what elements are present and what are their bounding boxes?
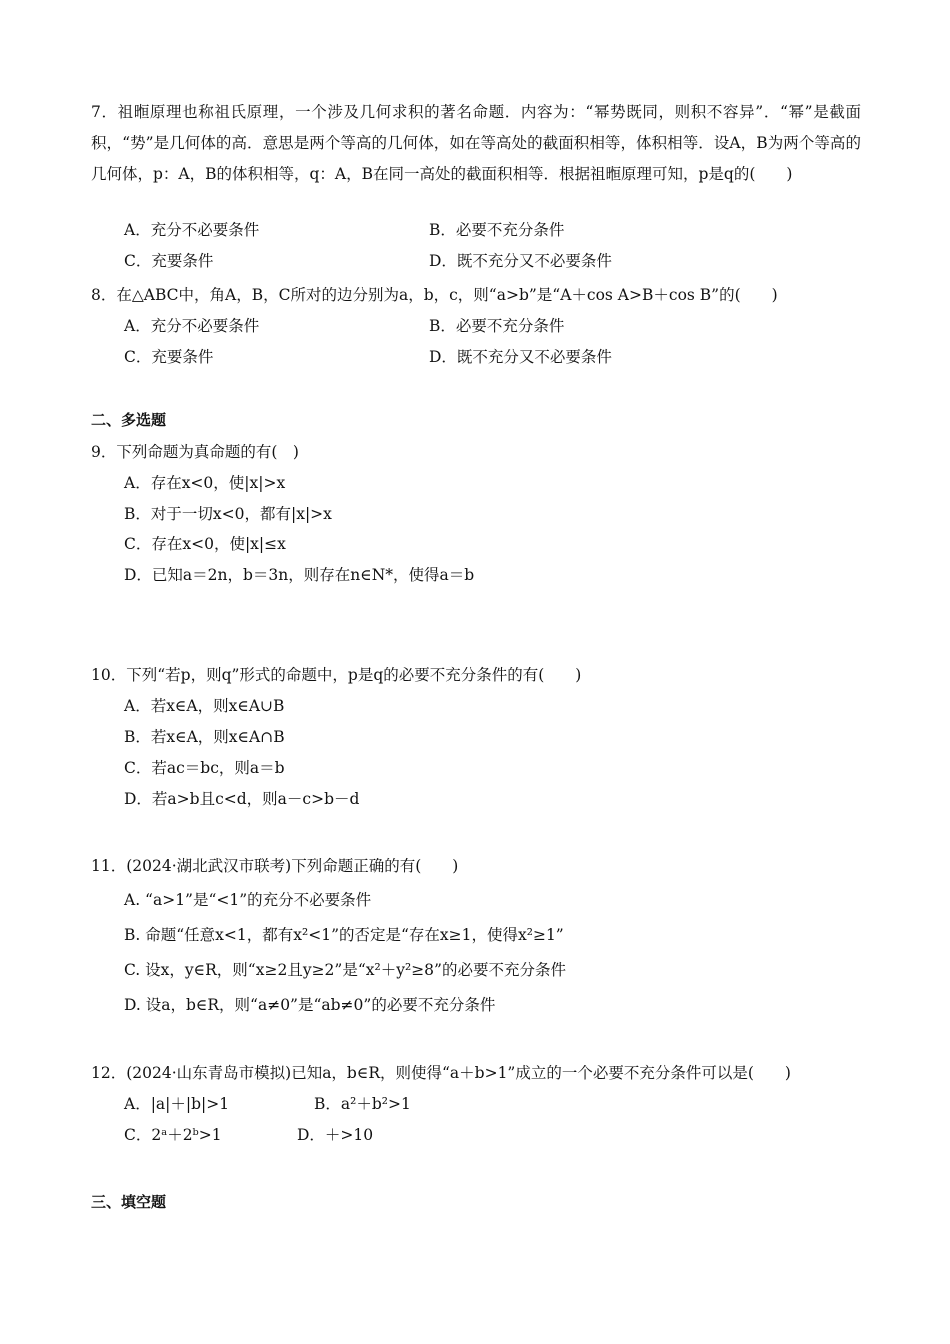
question-8-text: 8．在△ABC中，角A，B，C所对的边分别为a，b，c，则“a>b”是“A＋cos A>B＋cos B”的( )	[91, 286, 778, 304]
question-12-option-b: B．a²＋b²>1	[314, 1095, 411, 1113]
question-11-option-d: D. 设a，b∈R，则“a≠0”是“ab≠0”的必要不充分条件	[124, 996, 496, 1014]
question-10-option-a: A．若x∈A，则x∈A∪B	[124, 697, 285, 715]
question-10-option-d: D．若a>b且c<d，则a－c>b－d	[124, 790, 360, 808]
question-10-text: 10．下列“若p，则q”形式的命题中，p是q的必要不充分条件的有( )	[91, 666, 582, 684]
section-heading-fill-in-blank: 三、填空题	[91, 1193, 167, 1211]
question-12-option-c: C．2ᵃ＋2ᵇ>1	[124, 1126, 222, 1144]
question-11-option-a: A. “a>1”是“<1”的充分不必要条件	[124, 891, 372, 909]
question-7-option-c: C．充要条件	[124, 252, 214, 270]
question-10-option-b: B．若x∈A，则x∈A∩B	[124, 728, 285, 746]
question-12-option-a: A．|a|＋|b|>1	[124, 1095, 230, 1113]
question-11-option-b: B. 命题“任意x<1，都有x²<1”的否定是“存在x≥1，使得x²≥1”	[124, 926, 564, 944]
question-9-option-b: B．对于一切x<0，都有|x|>x	[124, 505, 332, 523]
question-8-option-b: B．必要不充分条件	[429, 317, 565, 335]
question-11-text: 11．(2024·湖北武汉市联考)下列命题正确的有( )	[91, 857, 459, 875]
question-8-option-a: A．充分不必要条件	[124, 317, 260, 335]
question-7-text: 7．祖暅原理也称祖氏原理，一个涉及几何求积的著名命题．内容为：“幂势既同，则积不容异”．“幂”是截面积，“势”是几何体的高．意思是两个等高的几何体，如在等高处的截面积相等，体积相等．设A，B为两个等高的几何体，p：A，B的体积相等，q：A，B在同一高处的截面积相等．根据祖暅原理可知，p是q的( )	[91, 103, 861, 183]
question-12-text: 12．(2024·山东青岛市模拟)已知a，b∈R，则使得“a＋b>1”成立的一个必要不充分条件可以是( )	[91, 1064, 791, 1082]
question-10-option-c: C．若ac＝bc，则a＝b	[124, 759, 285, 777]
question-7-option-b: B．必要不充分条件	[429, 221, 565, 239]
question-8-option-d: D．既不充分又不必要条件	[429, 348, 612, 366]
question-12-option-d: D．＋>10	[297, 1126, 374, 1144]
question-8-option-c: C．充要条件	[124, 348, 214, 366]
question-11-option-c: C. 设x，y∈R，则“x≥2且y≥2”是“x²＋y²≥8”的必要不充分条件	[124, 961, 566, 979]
question-7-option-a: A．充分不必要条件	[124, 221, 260, 239]
question-9-text: 9．下列命题为真命题的有( )	[91, 443, 299, 461]
question-9-option-d: D．已知a＝2n，b＝3n，则存在n∈N*，使得a＝b	[124, 566, 475, 584]
question-9-option-c: C．存在x<0，使|x|≤x	[124, 535, 286, 553]
section-heading-multiple-choice: 二、多选题	[91, 411, 167, 429]
question-7-option-d: D．既不充分又不必要条件	[429, 252, 612, 270]
question-9-option-a: A．存在x<0，使|x|>x	[124, 474, 286, 492]
